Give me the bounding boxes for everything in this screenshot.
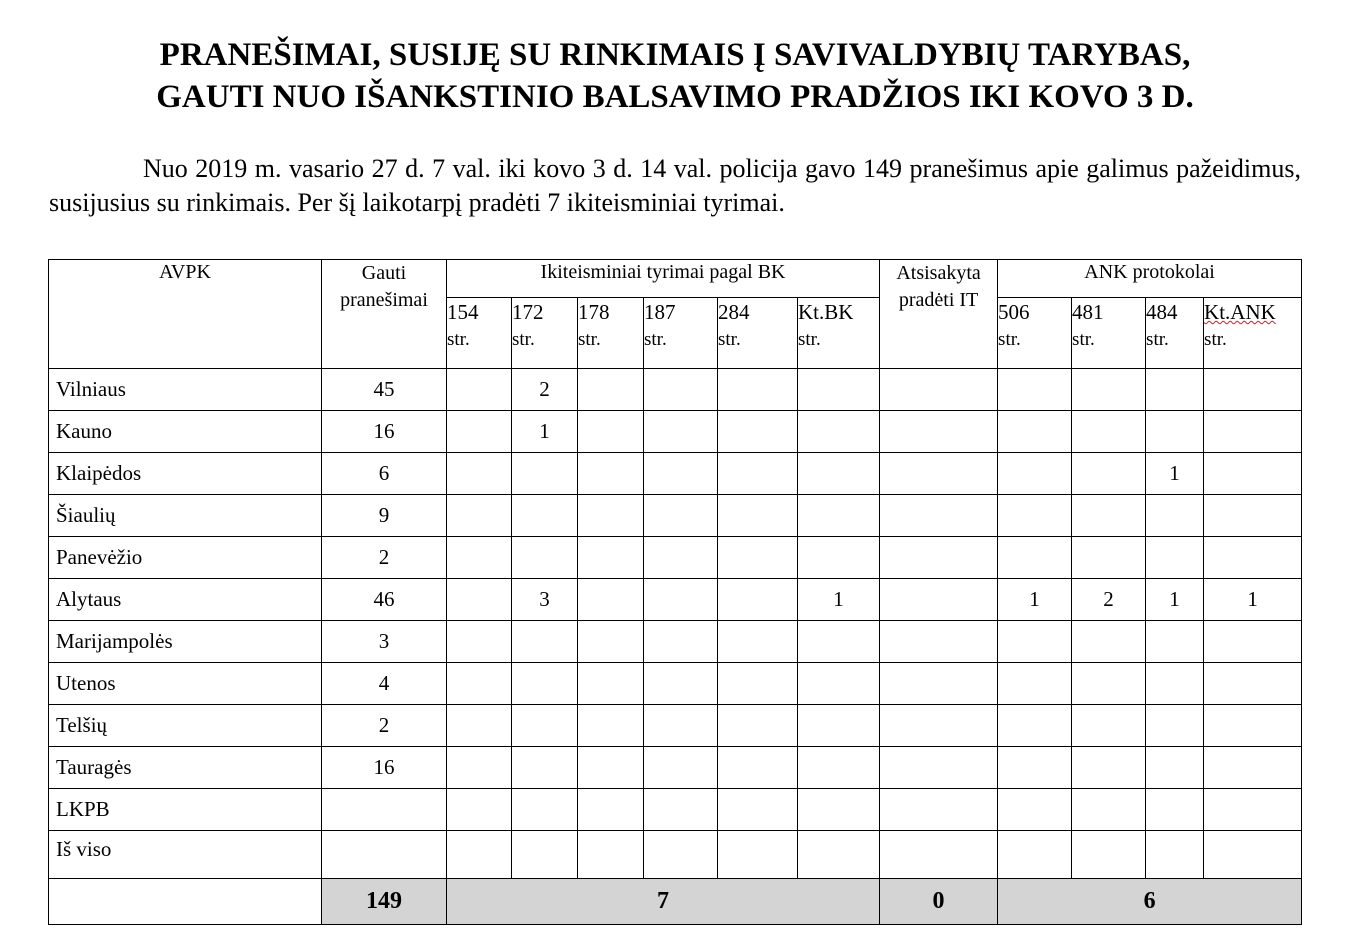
row-ank-cell: 1	[1204, 579, 1302, 621]
row-ank-cell	[1204, 789, 1302, 831]
header-bk-187: 187 str.	[644, 298, 718, 369]
row-name: Marijampolės	[49, 621, 322, 663]
header-gauti-line2: pranešimai	[340, 289, 428, 311]
row-atsisakyta	[880, 663, 998, 705]
header-ank-group: ANK protokolai	[998, 260, 1302, 298]
row-ank-cell: 2	[1072, 579, 1146, 621]
row-atsisakyta	[880, 453, 998, 495]
row-name: Vilniaus	[49, 369, 322, 411]
row-ank-cell: 1	[1146, 579, 1204, 621]
row-bk-cell	[578, 663, 644, 705]
row-ank-cell	[998, 453, 1072, 495]
row-bk-cell	[578, 621, 644, 663]
row-bk-cell	[718, 495, 798, 537]
row-ank-cell	[1146, 663, 1204, 705]
row-bk-cell	[718, 789, 798, 831]
row-ank-cell	[1072, 747, 1146, 789]
row-bk-cell	[644, 453, 718, 495]
totals-label-cell	[49, 879, 322, 925]
header-bk-284: 284 str.	[718, 298, 798, 369]
row-bk-cell	[447, 831, 512, 879]
header-avpk: AVPK	[49, 260, 322, 369]
row-ank-cell	[1072, 621, 1146, 663]
row-ank-cell	[998, 537, 1072, 579]
row-ank-cell	[1072, 663, 1146, 705]
row-bk-cell	[718, 621, 798, 663]
row-ank-cell	[1146, 747, 1204, 789]
row-bk-cell	[644, 579, 718, 621]
row-ank-cell	[1146, 411, 1204, 453]
row-bk-cell	[512, 705, 578, 747]
row-bk-cell	[447, 537, 512, 579]
row-bk-cell	[718, 747, 798, 789]
row-bk-cell	[447, 579, 512, 621]
row-ank-cell: 1	[1146, 453, 1204, 495]
row-bk-cell	[512, 831, 578, 879]
header-ank-506: 506 str.	[998, 298, 1072, 369]
title-line-2: GAUTI NUO IŠANKSTINIO BALSAVIMO PRADŽIOS IKI KOVO 3 D.	[156, 79, 1194, 115]
row-bk-cell	[644, 705, 718, 747]
header-bk-178: 178 str.	[578, 298, 644, 369]
row-bk-cell: 3	[512, 579, 578, 621]
row-bk-cell	[798, 495, 880, 537]
row-ank-cell	[1072, 705, 1146, 747]
row-ank-cell	[1072, 495, 1146, 537]
row-atsisakyta	[880, 369, 998, 411]
row-ank-cell	[998, 705, 1072, 747]
row-bk-cell	[512, 621, 578, 663]
header-ank-484: 484 str.	[1146, 298, 1204, 369]
row-bk-cell	[512, 747, 578, 789]
table-row	[49, 579, 1302, 621]
table-row	[49, 705, 1302, 747]
row-bk-cell	[578, 705, 644, 747]
totals-row	[49, 879, 1302, 925]
row-name: Utenos	[49, 663, 322, 705]
row-bk-cell	[644, 831, 718, 879]
row-bk-cell	[578, 579, 644, 621]
table-row	[49, 789, 1302, 831]
row-bk-cell	[798, 705, 880, 747]
table-row	[49, 453, 1302, 495]
row-ank-cell	[1072, 831, 1146, 879]
row-ank-cell	[1072, 411, 1146, 453]
row-bk-cell	[718, 369, 798, 411]
row-ank-cell	[998, 621, 1072, 663]
row-ank-cell	[1204, 663, 1302, 705]
row-name: Šiaulių	[49, 495, 322, 537]
row-ank-cell	[1204, 411, 1302, 453]
row-bk-cell	[578, 453, 644, 495]
table-row	[49, 537, 1302, 579]
total-ank: 6	[998, 879, 1302, 925]
row-bk-cell	[447, 789, 512, 831]
row-bk-cell	[798, 411, 880, 453]
row-bk-cell	[578, 831, 644, 879]
row-bk-cell	[447, 495, 512, 537]
header-gauti-pranesimai	[322, 260, 447, 369]
row-bk-cell	[798, 369, 880, 411]
table-body	[49, 369, 1302, 879]
row-bk-cell	[578, 789, 644, 831]
row-bk-cell	[512, 495, 578, 537]
row-ank-cell	[1204, 621, 1302, 663]
row-name: Alytaus	[49, 579, 322, 621]
row-ank-cell	[998, 495, 1072, 537]
row-bk-cell	[644, 369, 718, 411]
row-ank-cell	[1072, 537, 1146, 579]
table-row	[49, 831, 1302, 879]
row-atsisakyta	[880, 831, 998, 879]
row-bk-cell	[718, 831, 798, 879]
row-bk-cell	[578, 411, 644, 453]
row-name: Tauragės	[49, 747, 322, 789]
row-bk-cell	[512, 537, 578, 579]
row-bk-cell	[644, 537, 718, 579]
row-ank-cell: 1	[998, 579, 1072, 621]
row-ank-cell	[1204, 705, 1302, 747]
row-ank-cell	[1204, 453, 1302, 495]
row-ank-cell	[1146, 537, 1204, 579]
table-row	[49, 663, 1302, 705]
intro-paragraph: Nuo 2019 m. vasario 27 d. 7 val. iki kovo 3 d. 14 val. policija gavo 149 pranešimus apie galimus pažeidimus, susijusius su rinkimais. Per šį laikotarpį pradėti 7 ikiteisminiai tyrimai.	[49, 154, 1301, 217]
header-atsisakyta-line2: pradėti IT	[898, 289, 979, 311]
row-ank-cell	[1204, 747, 1302, 789]
row-bk-cell	[578, 495, 644, 537]
table-row	[49, 621, 1302, 663]
row-ank-cell	[1146, 621, 1204, 663]
row-bk-cell	[512, 789, 578, 831]
row-bk-cell	[718, 453, 798, 495]
row-ank-cell	[998, 663, 1072, 705]
header-atsisakyta-line1: Atsisakyta	[896, 262, 981, 284]
row-ank-cell	[1146, 831, 1204, 879]
row-bk-cell: 1	[512, 411, 578, 453]
row-bk-cell	[718, 537, 798, 579]
row-gauti: 46	[322, 579, 447, 621]
header-ank-481: 481 str.	[1072, 298, 1146, 369]
row-ank-cell	[998, 411, 1072, 453]
row-ank-cell	[1146, 789, 1204, 831]
row-bk-cell	[447, 747, 512, 789]
row-bk-cell	[447, 663, 512, 705]
row-bk-cell	[578, 537, 644, 579]
total-atsisakyta: 0	[880, 879, 998, 925]
row-bk-cell	[512, 453, 578, 495]
row-bk-cell	[798, 663, 880, 705]
row-atsisakyta	[880, 537, 998, 579]
row-ank-cell	[1204, 537, 1302, 579]
row-bk-cell	[798, 789, 880, 831]
row-ank-cell	[1146, 369, 1204, 411]
header-bk-154: 154 str.	[447, 298, 512, 369]
row-gauti: 16	[322, 411, 447, 453]
row-ank-cell	[1072, 369, 1146, 411]
row-bk-cell	[512, 663, 578, 705]
row-gauti: 16	[322, 747, 447, 789]
row-bk-cell	[578, 369, 644, 411]
table-row	[49, 411, 1302, 453]
row-gauti: 9	[322, 495, 447, 537]
row-ank-cell	[1146, 495, 1204, 537]
row-bk-cell	[644, 789, 718, 831]
row-ank-cell	[1204, 495, 1302, 537]
row-bk-cell: 2	[512, 369, 578, 411]
page-title	[0, 34, 1350, 118]
row-bk-cell	[798, 747, 880, 789]
row-ank-cell	[998, 789, 1072, 831]
row-bk-cell	[798, 621, 880, 663]
row-atsisakyta	[880, 747, 998, 789]
row-bk-cell	[718, 411, 798, 453]
row-bk-cell: 1	[798, 579, 880, 621]
reports-table	[48, 259, 1302, 925]
total-bk: 7	[447, 879, 880, 925]
header-gauti-line1: Gauti	[361, 262, 407, 284]
row-bk-cell	[718, 705, 798, 747]
row-bk-cell	[447, 453, 512, 495]
row-bk-cell	[718, 579, 798, 621]
header-bk-group: Ikiteisminiai tyrimai pagal BK	[447, 260, 880, 298]
row-name: Panevėžio	[49, 537, 322, 579]
row-bk-cell	[447, 621, 512, 663]
row-bk-cell	[644, 621, 718, 663]
header-bk-172: 172 str.	[512, 298, 578, 369]
row-name: Telšių	[49, 705, 322, 747]
row-gauti: 6	[322, 453, 447, 495]
row-ank-cell	[998, 831, 1072, 879]
row-atsisakyta	[880, 789, 998, 831]
row-atsisakyta	[880, 579, 998, 621]
total-gauti: 149	[322, 879, 447, 925]
row-bk-cell	[798, 831, 880, 879]
row-bk-cell	[718, 663, 798, 705]
row-atsisakyta	[880, 621, 998, 663]
row-bk-cell	[644, 663, 718, 705]
row-atsisakyta	[880, 495, 998, 537]
title-line-1: PRANEŠIMAI, SUSIJĘ SU RINKIMAIS Į SAVIVALDYBIŲ TARYBAS,	[159, 37, 1191, 73]
row-ank-cell	[1072, 453, 1146, 495]
row-bk-cell	[447, 369, 512, 411]
header-bk-kt: Kt.BK str.	[798, 298, 880, 369]
row-ank-cell	[1146, 705, 1204, 747]
row-atsisakyta	[880, 411, 998, 453]
row-ank-cell	[1072, 789, 1146, 831]
row-ank-cell	[998, 369, 1072, 411]
table-row	[49, 369, 1302, 411]
row-bk-cell	[644, 747, 718, 789]
row-ank-cell	[998, 747, 1072, 789]
row-gauti: 2	[322, 537, 447, 579]
row-name: Iš viso	[49, 831, 322, 879]
row-ank-cell	[1204, 831, 1302, 879]
row-gauti: 45	[322, 369, 447, 411]
row-ank-cell	[1204, 369, 1302, 411]
row-gauti: 3	[322, 621, 447, 663]
row-name: Klaipėdos	[49, 453, 322, 495]
row-atsisakyta	[880, 705, 998, 747]
row-gauti	[322, 831, 447, 879]
row-name: LKPB	[49, 789, 322, 831]
row-bk-cell	[798, 537, 880, 579]
table-row	[49, 747, 1302, 789]
row-name: Kauno	[49, 411, 322, 453]
header-ank-kt: Kt.ANK str.	[1204, 298, 1302, 369]
row-bk-cell	[447, 411, 512, 453]
row-gauti: 4	[322, 663, 447, 705]
row-bk-cell	[644, 495, 718, 537]
row-bk-cell	[644, 411, 718, 453]
row-bk-cell	[447, 705, 512, 747]
row-gauti: 2	[322, 705, 447, 747]
row-bk-cell	[798, 453, 880, 495]
row-bk-cell	[578, 747, 644, 789]
row-gauti	[322, 789, 447, 831]
table-row	[49, 495, 1302, 537]
header-atsisakyta	[880, 260, 998, 369]
